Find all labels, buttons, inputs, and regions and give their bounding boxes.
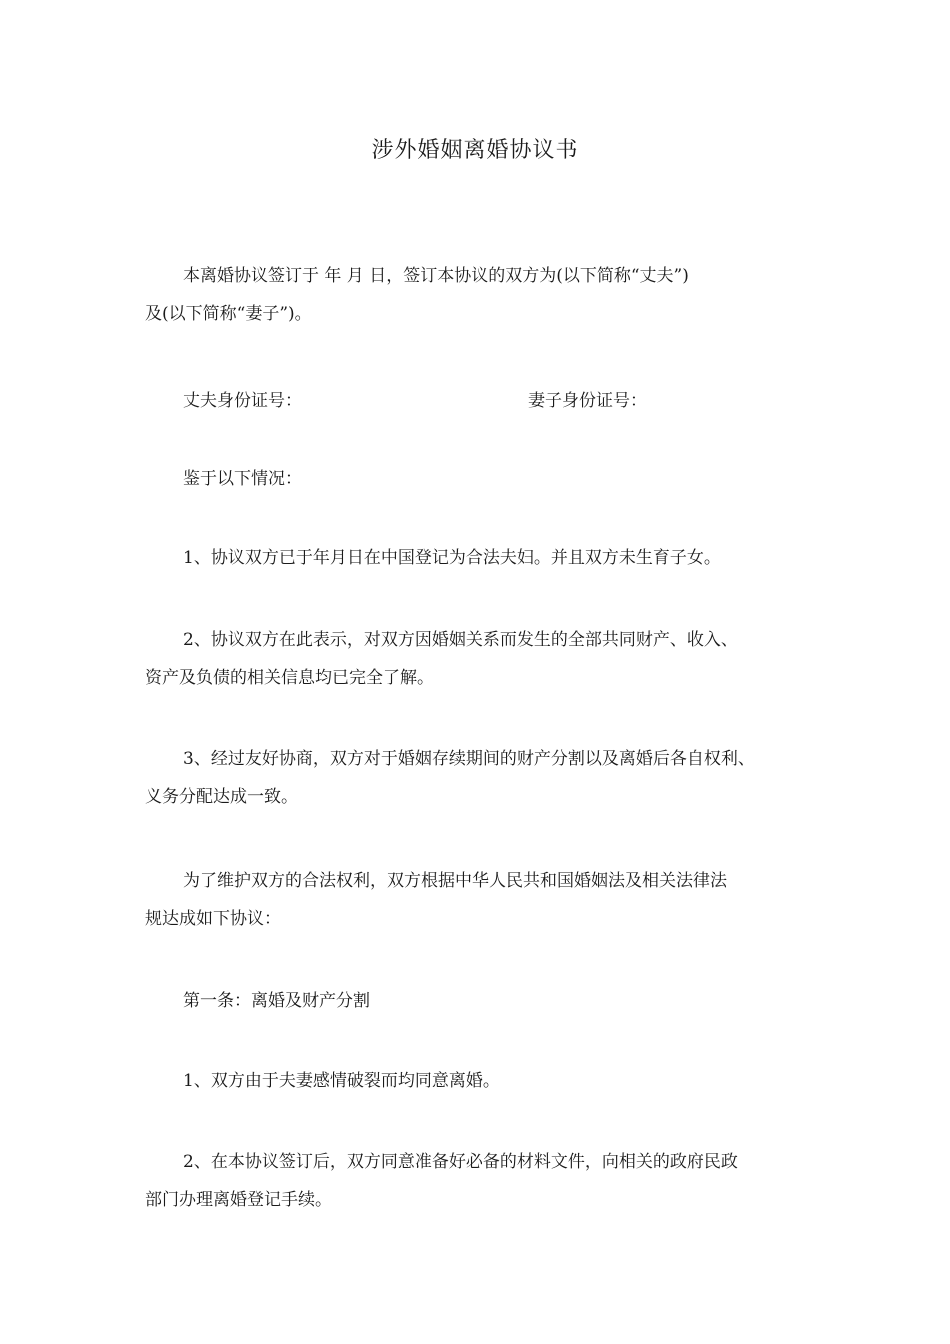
whereas-item-2-line-2: 资产及负债的相关信息均已完全了解。 <box>145 668 434 688</box>
article-1-item-2 <box>145 1143 815 1219</box>
article-1-item-2-line-1: 2、在本协议签订后，双方同意准备好必备的材料文件，向相关的政府民政 <box>183 1152 738 1172</box>
document-title: 涉外婚姻离婚协议书 <box>371 138 579 163</box>
article-1-item-2-line-2: 部门办理离婚登记手续。 <box>145 1190 332 1210</box>
article-1-item-1-line-1: 1、双方由于夫妻感情破裂而均同意离婚。 <box>183 1071 500 1091</box>
purpose-line-2: 规达成如下协议： <box>145 909 281 929</box>
whereas-text: 鉴于以下情况： <box>183 469 302 489</box>
whereas-paragraph <box>145 460 815 498</box>
whereas-item-1 <box>145 539 815 577</box>
whereas-item-2 <box>145 621 815 697</box>
whereas-item-3-line-1: 3、经过友好协商，双方对于婚姻存续期间的财产分割以及离婚后各自权利、 <box>183 749 755 769</box>
purpose-line-1: 为了维护双方的合法权利，双方根据中华人民共和国婚姻法及相关法律法 <box>183 871 727 891</box>
intro-paragraph <box>145 257 815 333</box>
whereas-item-1-line-1: 1、协议双方已于年月日在中国登记为合法夫妇。并且双方未生育子女。 <box>183 548 721 568</box>
whereas-item-3-line-2: 义务分配达成一致。 <box>145 787 298 807</box>
whereas-item-2-line-1: 2、协议双方在此表示，对双方因婚姻关系而发生的全部共同财产、收入、 <box>183 630 738 650</box>
wife-id-label: 妻子身份证号： <box>528 391 647 411</box>
purpose-paragraph <box>145 862 815 938</box>
husband-id-label: 丈夫身份证号： <box>183 391 302 411</box>
article-1-item-1 <box>145 1062 815 1100</box>
article-1-title <box>145 982 815 1020</box>
article-1-title-text: 第一条：离婚及财产分割 <box>183 991 370 1011</box>
id-number-row <box>183 382 823 420</box>
intro-line-1: 本离婚协议签订于 年 月 日，签订本协议的双方为(以下简称“丈夫”) <box>183 266 689 286</box>
intro-line-2: 及(以下简称“妻子”)。 <box>145 304 312 324</box>
whereas-item-3 <box>145 740 815 816</box>
